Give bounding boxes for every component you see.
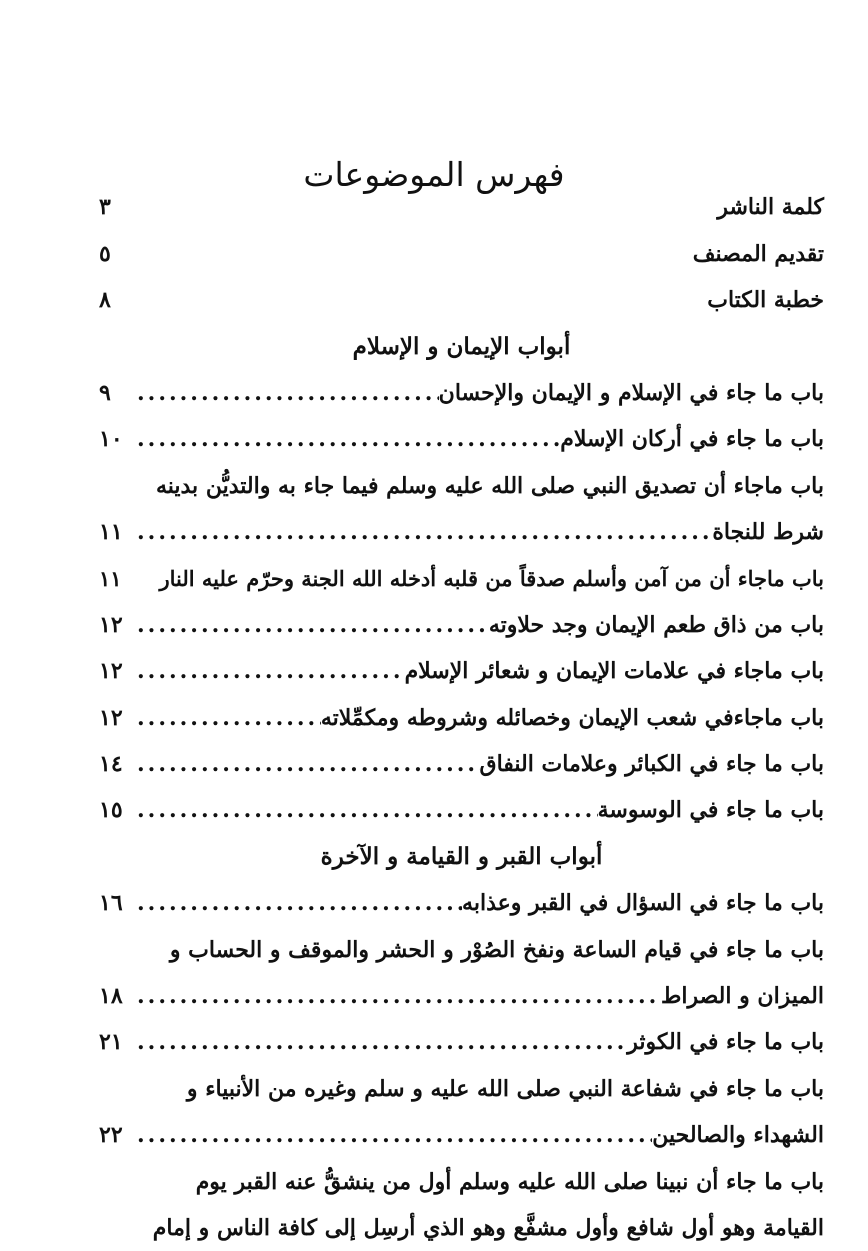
toc-entry-text: باب ماجاء أن تصديق النبي صلى الله عليه وسلم فيما جاء به والتديُّن بدينه — [155, 472, 824, 499]
toc-entry — [99, 1019, 824, 1065]
toc-entry-continued — [99, 462, 824, 508]
dot-leader — [131, 1112, 652, 1158]
toc-entry-text: باب ما جاء في الإسلام و الإيمان والإحسان — [438, 379, 824, 406]
toc-entry — [99, 1112, 824, 1158]
toc-page-number: ١٠ — [99, 426, 123, 453]
toc-entry-text: باب ما جاء في الكوثر — [627, 1029, 824, 1056]
dot-leader — [131, 973, 661, 1019]
toc-entry-continued — [99, 1158, 824, 1204]
toc-page-number: ١١ — [99, 565, 122, 591]
toc-entry — [99, 509, 824, 555]
toc-entry — [99, 184, 824, 230]
toc-page-number: ١٦ — [99, 890, 123, 917]
toc-entry-text: باب ما جاء أن نبينا صلى الله عليه وسلم أول من ينشقُّ عنه القبر يوم — [195, 1168, 824, 1195]
toc-page-number: ١٢ — [99, 611, 123, 638]
toc-entry-text: الشهداء والصالحين — [652, 1122, 824, 1149]
toc-entry — [99, 787, 824, 833]
dot-leader — [131, 741, 480, 787]
toc-page-number: ١٨ — [99, 983, 123, 1010]
section-heading — [99, 323, 824, 369]
dot-leader — [131, 648, 405, 694]
toc-entry-text: تقديم المصنف — [692, 240, 824, 267]
toc-entry-text: باب ماجاءفي شعب الإيمان وخصائله وشروطه ومكمِّلاته — [320, 704, 824, 731]
toc-entry-text: شرط للنجاة — [712, 519, 824, 546]
toc-entry-text: باب ما جاء في الكبائر وعلامات النفاق — [479, 751, 824, 778]
toc-entry-text: باب ما جاء في الوسوسة — [597, 797, 824, 824]
toc-entry-text: القيامة وهو أول شافع وأول مشفَّع وهو الذي أرسِل إلى كافة الناس و إمام — [152, 1214, 824, 1241]
toc-entry — [99, 741, 824, 787]
toc-entry — [99, 230, 824, 276]
toc-entry-text: الميزان و الصراط — [660, 983, 824, 1010]
page-title: فهرس الموضوعات — [303, 155, 565, 194]
toc-page-number: ٢١ — [99, 1029, 123, 1056]
toc-entry — [99, 694, 824, 740]
dot-leader — [131, 880, 462, 926]
toc-entry — [99, 370, 824, 416]
toc-entry — [99, 880, 824, 926]
dot-leader — [131, 1019, 627, 1065]
toc-entry-text: خطبة الكتاب — [707, 287, 824, 314]
toc-entry — [99, 973, 824, 1019]
toc-entry — [99, 555, 824, 601]
section-heading-text: أبواب القبر و القيامة و الآخرة — [320, 842, 603, 870]
toc-entry-text: باب ما جاء في شفاعة النبي صلى الله عليه و سلم وغيره من الأنبياء و — [186, 1075, 824, 1102]
toc-entry-text: باب ما جاء في قيام الساعة ونفخ الصُوْر و الحشر والموقف و الحساب و — [169, 936, 824, 963]
toc-entry — [99, 277, 824, 323]
toc-entry-continued — [99, 1205, 824, 1251]
toc-entry-text: باب ما جاء في أركان الإسلام — [560, 426, 824, 453]
toc-entry-text: باب ماجاء في علامات الإيمان و شعائر الإسلام — [404, 658, 824, 685]
toc-page-number: ١١ — [99, 519, 123, 546]
toc-entry-text: باب ما جاء في السؤال في القبر وعذابه — [462, 890, 824, 917]
dot-leader — [131, 695, 321, 741]
toc-page-number: ٣ — [99, 194, 111, 221]
toc-page-number: ٨ — [99, 287, 111, 314]
section-heading — [99, 833, 824, 879]
toc-entry — [99, 416, 824, 462]
dot-leader — [131, 602, 489, 648]
dot-leader — [131, 509, 712, 555]
dot-leader — [131, 370, 439, 416]
toc-entry — [99, 602, 824, 648]
toc-entry-continued — [99, 926, 824, 972]
toc-page-number: ٢٢ — [99, 1122, 123, 1149]
toc-page-number: ١٥ — [99, 797, 123, 824]
toc-entry-text: كلمة الناشر — [717, 194, 824, 221]
table-of-contents — [99, 184, 824, 1251]
toc-page-number: ١٢ — [99, 704, 123, 731]
toc-entry-text: باب من ذاق طعم الإيمان وجد حلاوته — [488, 611, 824, 638]
toc-page-number: ٩ — [99, 379, 111, 406]
toc-page-number: ٥ — [99, 240, 111, 267]
toc-page-number: ١٤ — [99, 751, 123, 778]
dot-leader — [131, 787, 598, 833]
toc-page-number: ١٢ — [99, 658, 123, 685]
toc-entry — [99, 648, 824, 694]
toc-entry-text: باب ماجاء أن من آمن وأسلم صدقاً من قلبه أدخله الله الجنة وحرّم عليه النار — [159, 565, 824, 591]
dot-leader — [131, 416, 560, 462]
toc-entry-continued — [99, 1065, 824, 1111]
section-heading-text: أبواب الإيمان و الإسلام — [352, 332, 571, 360]
